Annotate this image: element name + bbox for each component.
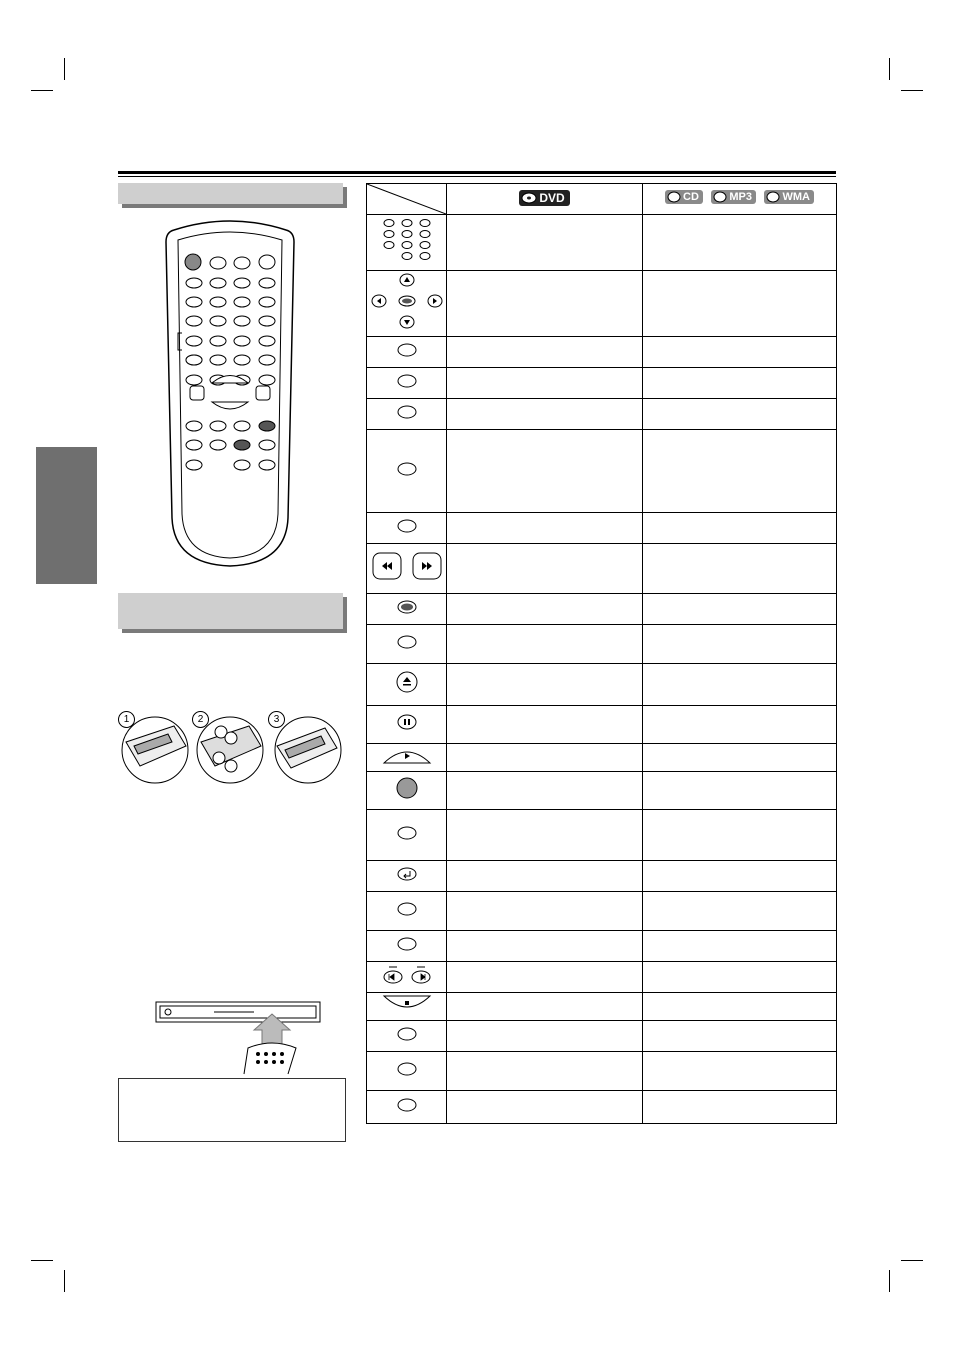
dvd-logo	[519, 190, 569, 206]
table-cell	[447, 513, 643, 544]
table-row	[367, 706, 837, 744]
table-cell	[447, 962, 643, 993]
header-rule-thin	[118, 176, 836, 177]
table-corner	[367, 184, 447, 215]
table-cell	[643, 513, 837, 544]
table-row	[367, 744, 837, 772]
pause-button-icon	[367, 706, 447, 744]
table-row	[367, 368, 837, 399]
crop-mark	[31, 90, 53, 91]
table-row	[367, 993, 837, 1021]
oval-button-icon	[367, 1021, 447, 1052]
battery-step-illustration	[195, 716, 265, 784]
dark-oval-button-icon	[367, 594, 447, 625]
table-cell	[447, 993, 643, 1021]
table-cell	[447, 625, 643, 664]
oval-button-icon	[367, 810, 447, 861]
table-cell	[447, 271, 643, 337]
table-cell	[447, 706, 643, 744]
table-cell	[447, 861, 643, 892]
table-row	[367, 1021, 837, 1052]
table-cell	[643, 271, 837, 337]
table-row	[367, 271, 837, 337]
oval-button-icon	[367, 337, 447, 368]
rewind-forward-buttons-icon	[367, 544, 447, 594]
note-box	[118, 1078, 346, 1142]
table-row	[367, 430, 837, 513]
step-number: 1	[118, 711, 135, 728]
table-cell	[447, 399, 643, 430]
mp3-logo	[711, 190, 756, 204]
table-cell	[643, 892, 837, 931]
table-row	[367, 810, 837, 861]
table-row	[367, 1052, 837, 1091]
cd-mp3-wma-column-header	[643, 184, 837, 215]
table-cell	[447, 1021, 643, 1052]
table-row	[367, 861, 837, 892]
crop-mark	[901, 90, 923, 91]
table-row	[367, 544, 837, 594]
table-cell	[447, 744, 643, 772]
table-cell	[447, 215, 643, 271]
table-row	[367, 962, 837, 993]
oval-button-icon	[367, 1052, 447, 1091]
table-cell	[643, 594, 837, 625]
function-table	[366, 183, 837, 1124]
table-cell	[643, 1091, 837, 1124]
table-cell	[643, 544, 837, 594]
table-cell	[447, 772, 643, 810]
oval-button-icon	[367, 513, 447, 544]
table-cell	[643, 810, 837, 861]
power-button-icon	[367, 772, 447, 810]
crop-mark	[901, 1260, 923, 1261]
eject-button-icon	[367, 664, 447, 706]
table-row	[367, 664, 837, 706]
table-row	[367, 1091, 837, 1124]
table-cell	[447, 1091, 643, 1124]
cd-label: CD	[683, 191, 699, 203]
stop-button-icon	[367, 993, 447, 1021]
oval-button-icon	[367, 625, 447, 664]
table-cell	[643, 1021, 837, 1052]
oval-button-icon	[367, 399, 447, 430]
oval-button-icon	[367, 368, 447, 399]
oval-button-icon	[367, 430, 447, 513]
battery-step-illustration	[120, 716, 190, 784]
table-cell	[447, 892, 643, 931]
table-cell	[447, 337, 643, 368]
table-cell	[643, 962, 837, 993]
cursor-buttons-icon	[367, 271, 447, 337]
step-number: 2	[192, 711, 209, 728]
side-tab	[36, 447, 97, 584]
number-buttons-icon	[367, 215, 447, 271]
dvd-label: DVD	[539, 190, 565, 205]
dvd-column-header	[447, 184, 643, 215]
remote-illustration	[164, 218, 296, 570]
battery-step-illustration	[273, 716, 343, 784]
table-row	[367, 594, 837, 625]
table-cell	[643, 215, 837, 271]
wma-logo	[764, 190, 814, 204]
table-cell	[643, 706, 837, 744]
table-cell	[643, 399, 837, 430]
section-bar-batteries	[118, 593, 343, 629]
table-cell	[447, 368, 643, 399]
oval-button-icon	[367, 1091, 447, 1124]
oval-button-icon	[367, 892, 447, 931]
crop-mark	[889, 1270, 890, 1292]
table-cell	[643, 337, 837, 368]
table-cell	[447, 1052, 643, 1091]
wma-label: WMA	[782, 191, 810, 203]
play-button-icon	[367, 744, 447, 772]
table-row	[367, 625, 837, 664]
mp3-label: MP3	[729, 191, 752, 203]
table-cell	[643, 1052, 837, 1091]
table-cell	[447, 810, 643, 861]
table-cell	[447, 594, 643, 625]
section-bar-remote	[118, 183, 343, 204]
table-cell	[447, 544, 643, 594]
oval-button-icon	[367, 931, 447, 962]
table-row	[367, 337, 837, 368]
table-cell	[643, 430, 837, 513]
crop-mark	[31, 1260, 53, 1261]
table-row	[367, 892, 837, 931]
step-number: 3	[268, 711, 285, 728]
table-cell	[643, 861, 837, 892]
skip-buttons-icon	[367, 962, 447, 993]
table-cell	[643, 368, 837, 399]
crop-mark	[64, 58, 65, 80]
table-row	[367, 399, 837, 430]
table-cell	[643, 993, 837, 1021]
return-button-icon	[367, 861, 447, 892]
table-cell	[643, 744, 837, 772]
crop-mark	[889, 58, 890, 80]
table-cell	[643, 931, 837, 962]
table-cell	[447, 664, 643, 706]
header-rule	[118, 171, 836, 174]
table-row	[367, 215, 837, 271]
player-illustration	[154, 1000, 322, 1076]
table-cell	[447, 931, 643, 962]
table-cell	[643, 625, 837, 664]
table-row	[367, 772, 837, 810]
cd-logo	[665, 190, 703, 204]
crop-mark	[64, 1270, 65, 1292]
table-cell	[643, 772, 837, 810]
table-row	[367, 931, 837, 962]
table-cell	[447, 430, 643, 513]
table-row	[367, 513, 837, 544]
table-cell	[643, 664, 837, 706]
